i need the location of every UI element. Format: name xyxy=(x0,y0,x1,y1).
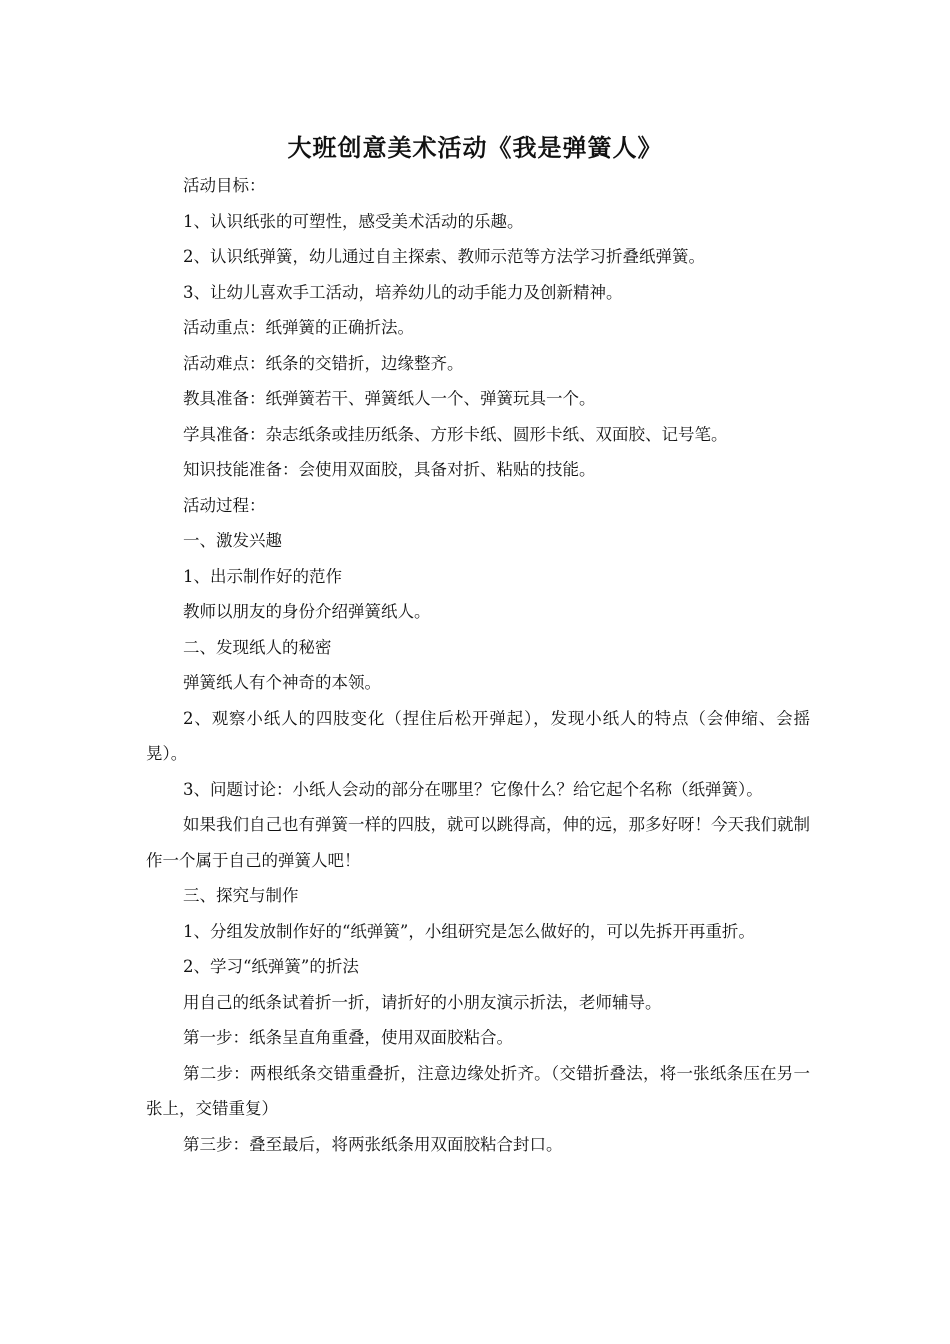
paragraph-step-two: 第二步：两根纸条交错重叠折，注意边缘处折齐。（交错折叠法，将一张纸条压在另一张上，交错重复） xyxy=(146,1063,810,1118)
paragraph-ability: 弹簧纸人有个神奇的本领。 xyxy=(183,673,381,692)
paragraph-goal-1: 1、认识纸张的可塑性，感受美术活动的乐趣。 xyxy=(183,211,524,231)
paragraph-skills: 知识技能准备：会使用双面胶，具备对折、粘贴的技能。 xyxy=(183,460,596,479)
paragraph-teaching-materials: 教具准备：纸弹簧若干、弹簧纸人一个、弹簧玩具一个。 xyxy=(183,389,596,408)
paragraph-learn-folding: 2、学习“纸弹簧”的折法 xyxy=(183,957,359,976)
paragraph-section-1: 一、激发兴趣 xyxy=(183,531,282,550)
paragraph-motivation: 如果我们自己也有弹簧一样的四肢，就可以跳得高，伸的远，那多好呀！今天我们就制作一个属于自己的弹簧人吧！ xyxy=(146,815,810,870)
paragraph-try-folding: 用自己的纸条试着折一折，请折好的小朋友演示折法，老师辅导。 xyxy=(183,992,662,1012)
document-title: 大班创意美术活动《我是弹簧人》 xyxy=(287,133,663,162)
paragraph-step-one: 第一步：纸条呈直角重叠，使用双面胶粘合。 xyxy=(183,1028,513,1047)
paragraph-goal-3: 3、让幼儿喜欢手工活动，培养幼儿的动手能力及创新精神。 xyxy=(183,282,623,302)
paragraph-process-heading: 活动过程： xyxy=(183,495,266,515)
paragraph-goals-heading: 活动目标： xyxy=(183,176,266,195)
paragraph-observe: 2、观察小纸人的四肢变化（捏住后松开弹起），发现小纸人的特点（会伸缩、会摇晃）。 xyxy=(146,708,810,763)
paragraph-step-1-1: 1、出示制作好的范作 xyxy=(183,566,342,586)
paragraph-step-three: 第三步：叠至最后，将两张纸条用双面胶粘合封口。 xyxy=(183,1134,563,1154)
paragraph-key-point: 活动重点：纸弹簧的正确折法。 xyxy=(183,318,414,337)
paragraph-discussion: 3、问题讨论：小纸人会动的部分在哪里？它像什么？给它起个名称（纸弹簧）。 xyxy=(183,779,763,799)
paragraph-difficulty: 活动难点：纸条的交错折，边缘整齐。 xyxy=(183,353,464,373)
paragraph-intro: 教师以朋友的身份介绍弹簧纸人。 xyxy=(183,602,431,621)
paragraph-section-2: 二、发现纸人的秘密 xyxy=(183,637,332,657)
document-body xyxy=(146,168,810,1162)
paragraph-student-materials: 学具准备：杂志纸条或挂历纸条、方形卡纸、圆形卡纸、双面胶、记号笔。 xyxy=(183,424,728,444)
paragraph-goal-2: 2、认识纸弹簧，幼儿通过自主探索、教师示范等方法学习折叠纸弹簧。 xyxy=(183,247,705,266)
paragraph-section-3: 三、探究与制作 xyxy=(183,886,299,905)
paragraph-group-work: 1、分组发放制作好的“纸弹簧”，小组研究是怎么做好的，可以先拆开再重折。 xyxy=(183,921,755,941)
